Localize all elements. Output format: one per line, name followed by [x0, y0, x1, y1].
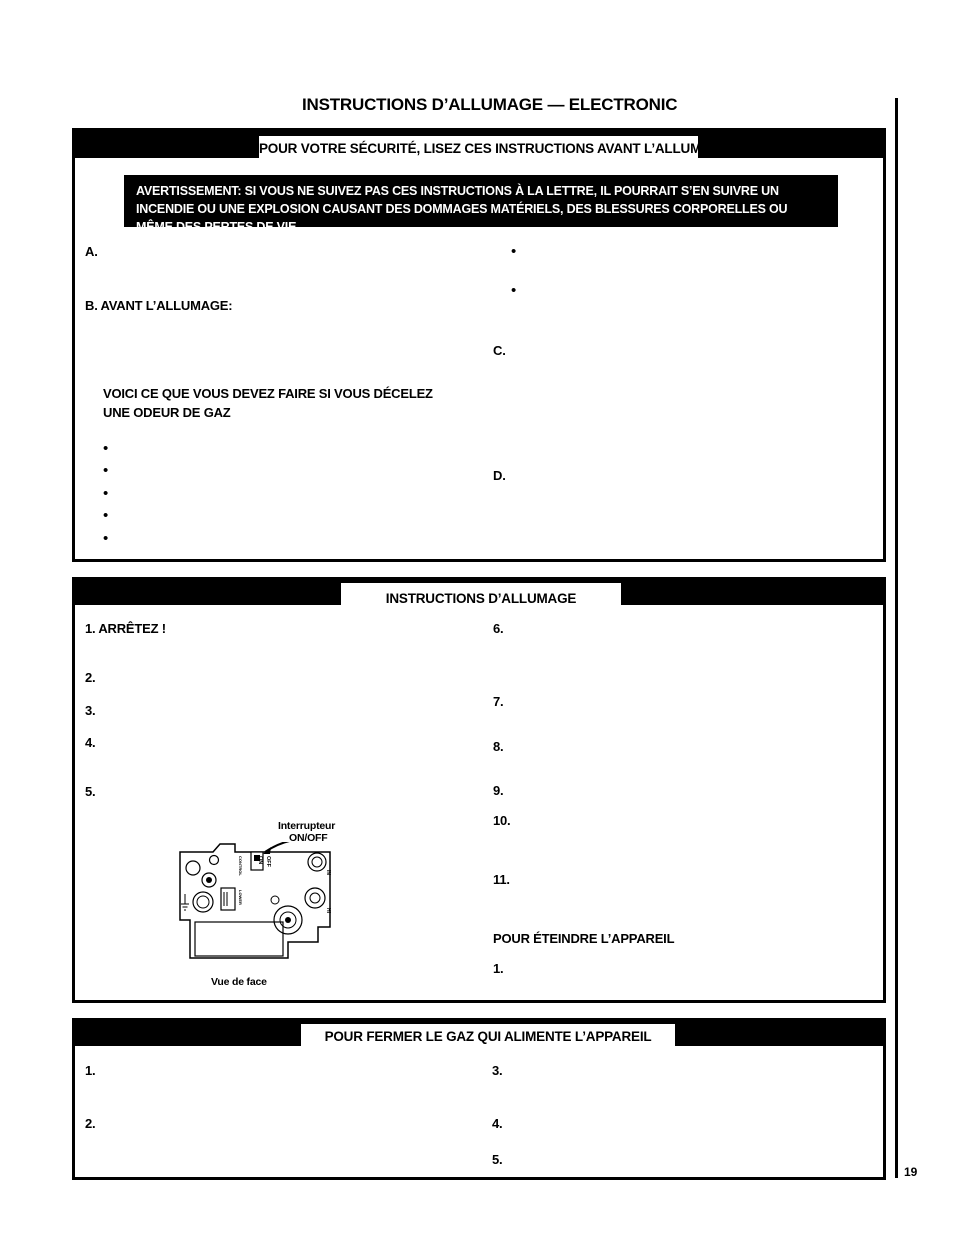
valve-off-text: OFF: [265, 856, 271, 867]
warning-box: AVERTISSEMENT: SI VOUS NE SUIVEZ PAS CES INSTRUCTIONS À LA LETTRE, IL POURRAIT S’EN SUIVRE UN INCENDIE OU UNE EXPLOSION CAUSANT DES DOMMAGES MATÉRIELS, DES BLESSURES CORPORELLES OU MÊME DES PERTES DE VIE.: [124, 175, 838, 227]
gas-shutoff-panel-header: POUR FERMER LE GAZ QUI ALIMENTE L’APPAREIL: [301, 1024, 675, 1049]
step-9-label: 9.: [493, 783, 504, 798]
right-margin-rule: [895, 98, 898, 1178]
gas-shutoff-panel: [72, 1018, 886, 1180]
step-1-label: 1. ARRÊTEZ !: [85, 621, 166, 636]
safety-panel-header: POUR VOTRE SÉCURITÉ, LISEZ CES INSTRUCTIONS AVANT L’ALLUMAGE: [259, 136, 698, 158]
valve-in-text: IN: [325, 870, 331, 875]
lighting-panel: [72, 577, 886, 1003]
diagram-caption: Vue de face: [211, 976, 267, 988]
safety-panel: [72, 128, 886, 562]
valve-lower-text: LOWER: [238, 890, 243, 905]
switch-label-line-1: Interrupteur: [278, 820, 336, 832]
shutoff-step-5-label: 5.: [492, 1152, 503, 1167]
lighting-panel-header: INSTRUCTIONS D’ALLUMAGE: [341, 583, 621, 608]
odor-bullet-3: •: [103, 485, 109, 502]
switch-label-line-2: ON/OFF: [289, 832, 328, 844]
step-2-label: 2.: [85, 670, 96, 685]
gas-valve-diagram: [175, 842, 343, 976]
shutoff-step-1-label: 1.: [85, 1063, 96, 1078]
valve-hi-text: HI: [325, 908, 331, 913]
item-a-label: A.: [85, 244, 98, 259]
right-bullet-2: •: [511, 282, 517, 299]
step-11-label: 11.: [493, 872, 510, 887]
step-3-label: 3.: [85, 703, 96, 718]
step-7-label: 7.: [493, 694, 504, 709]
item-c-label: C.: [493, 343, 506, 358]
step-6-label: 6.: [493, 621, 504, 636]
page-title: INSTRUCTIONS D’ALLUMAGE — ELECTRONIC: [302, 95, 678, 114]
shutoff-step-3-label: 3.: [492, 1063, 503, 1078]
right-bullet-1: •: [511, 243, 517, 260]
odor-bullet-2: •: [103, 462, 109, 479]
page-number: 19: [904, 1165, 918, 1179]
turn-off-heading: POUR ÉTEINDRE L’APPAREIL: [493, 931, 675, 946]
step-8-label: 8.: [493, 739, 504, 754]
valve-on-text: ON: [257, 856, 263, 865]
valve-knob-mid-center: [206, 877, 212, 883]
shutoff-step-4-label: 4.: [492, 1116, 503, 1131]
shutoff-step-2-label: 2.: [85, 1116, 96, 1131]
step-4-label: 4.: [85, 735, 96, 750]
odor-bullet-4: •: [103, 507, 109, 524]
valve-control-text: CONTROL: [238, 856, 243, 876]
turn-off-step-1-label: 1.: [493, 961, 504, 976]
gas-odor-heading: VOICI CE QUE VOUS DEVEZ FAIRE SI VOUS DÉCELEZ UNE ODEUR DE GAZ: [103, 386, 433, 420]
step-10-label: 10.: [493, 813, 511, 828]
odor-bullet-5: •: [103, 530, 109, 547]
item-b-label: B. AVANT L’ALLUMAGE:: [85, 298, 233, 313]
step-5-label: 5.: [85, 784, 96, 799]
odor-bullet-1: •: [103, 440, 109, 457]
item-d-label: D.: [493, 468, 506, 483]
